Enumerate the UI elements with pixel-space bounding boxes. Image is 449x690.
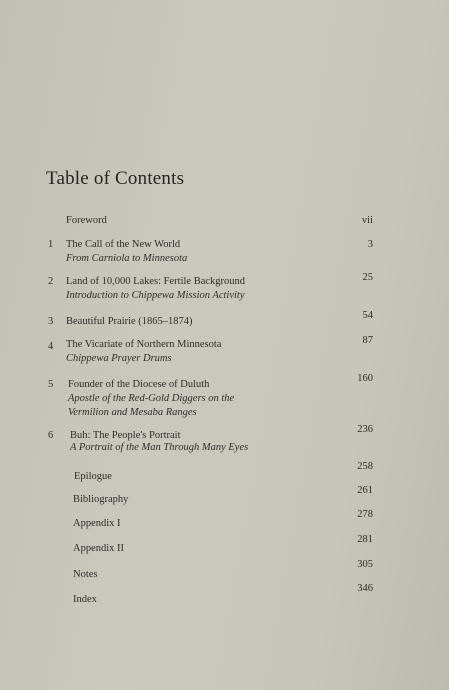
toc-label: Appendix II xyxy=(73,543,125,554)
chapter-number: 3 xyxy=(48,316,54,327)
toc-label: Index xyxy=(73,594,97,605)
toc-page-number: 305 xyxy=(357,559,373,570)
chapter-number: 5 xyxy=(48,379,54,390)
toc-label: Epilogue xyxy=(74,471,112,482)
toc-label: Appendix I xyxy=(73,518,121,529)
chapter-title: The Vicariate of Northern Minnesota xyxy=(66,339,222,350)
chapter-number: 2 xyxy=(48,276,54,287)
toc-page-number: 261 xyxy=(357,485,373,496)
chapter-title: Buh: The People's Portrait xyxy=(70,430,181,441)
toc-page-number: 278 xyxy=(357,509,373,520)
page-title: Table of Contents xyxy=(46,168,185,189)
chapter-number: 4 xyxy=(48,341,54,352)
chapter-title: Founder of the Diocese of Duluth xyxy=(68,379,210,390)
chapter-number: 1 xyxy=(48,239,54,250)
chapter-subtitle: A Portrait of the Man Through Many Eyes xyxy=(70,442,249,453)
toc-page-number: vii xyxy=(361,215,373,226)
toc-page-number: 25 xyxy=(362,272,373,283)
toc-label: Foreword xyxy=(66,215,107,226)
toc-page-number: 54 xyxy=(362,310,373,321)
toc-page-number: 258 xyxy=(357,461,373,472)
chapter-subtitle: Introduction to Chippewa Mission Activity xyxy=(66,290,245,301)
chapter-number: 6 xyxy=(48,430,54,441)
toc-page-number: 3 xyxy=(367,239,373,250)
toc-page-number: 346 xyxy=(357,583,373,594)
toc-label: Notes xyxy=(73,569,98,580)
chapter-subtitle-line-1: Apostle of the Red-Gold Diggers on the xyxy=(68,393,235,404)
toc-label: Bibliography xyxy=(73,494,129,505)
toc-page-number: 281 xyxy=(357,534,373,545)
toc-page-number: 236 xyxy=(357,424,373,435)
chapter-title: Land of 10,000 Lakes: Fertile Background xyxy=(66,276,246,287)
chapter-title: The Call of the New World xyxy=(66,239,181,250)
chapter-subtitle: From Carniola to Minnesota xyxy=(66,253,188,264)
chapter-subtitle-line-2: Vermilion and Mesaba Ranges xyxy=(68,407,197,418)
chapter-title: Beautiful Prairie (1865–1874) xyxy=(66,316,193,327)
toc-page-number: 160 xyxy=(357,373,373,384)
toc-page-number: 87 xyxy=(362,335,373,346)
chapter-subtitle: Chippewa Prayer Drums xyxy=(66,353,172,364)
